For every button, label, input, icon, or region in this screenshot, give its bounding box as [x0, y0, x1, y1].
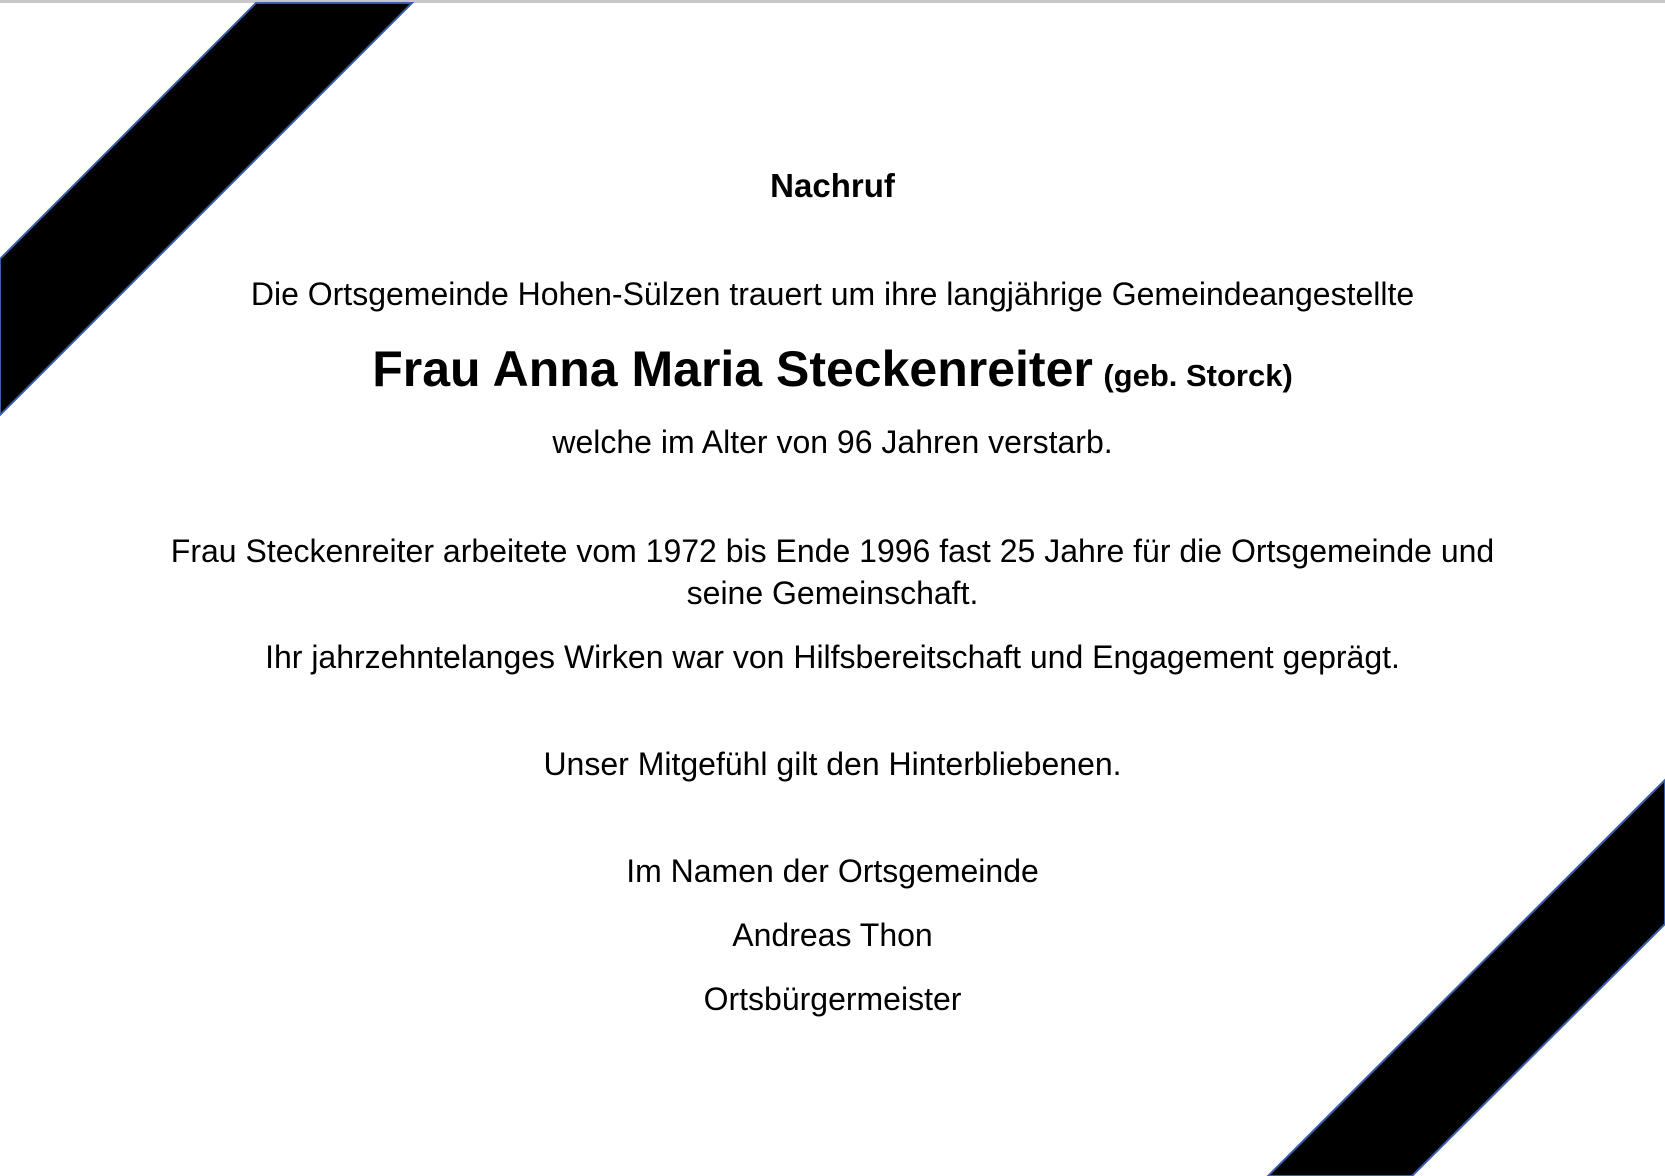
notice-heading: Nachruf [770, 167, 895, 204]
deceased-name-line [0, 340, 1665, 398]
intro-line: Die Ortsgemeinde Hohen-Sülzen trauert um ihre langjährige Gemeindeangestellte [250, 276, 1415, 312]
career-line-2: seine Gemeinschaft. [686, 575, 979, 611]
maiden-name: (geb. Storck) [1103, 358, 1293, 393]
signer-name: Andreas Thon [732, 917, 933, 953]
sympathy-line: Unser Mitgefühl gilt den Hinterbliebenen. [543, 746, 1122, 782]
career-line-1: Frau Steckenreiter arbeitete vom 1972 bis Ende 1996 fast 25 Jahre für die Ortsgemeinde und [170, 533, 1495, 569]
signer-title: Ortsbürgermeister [703, 981, 962, 1017]
signature-on-behalf: Im Namen der Ortsgemeinde [626, 853, 1039, 889]
engagement-line: Ihr jahrzehntelanges Wirken war von Hilfsbereitschaft und Engagement geprägt. [265, 639, 1400, 675]
age-line: welche im Alter von 96 Jahren verstarb. [552, 424, 1113, 460]
deceased-name: Frau Anna Maria Steckenreiter [372, 341, 1093, 397]
